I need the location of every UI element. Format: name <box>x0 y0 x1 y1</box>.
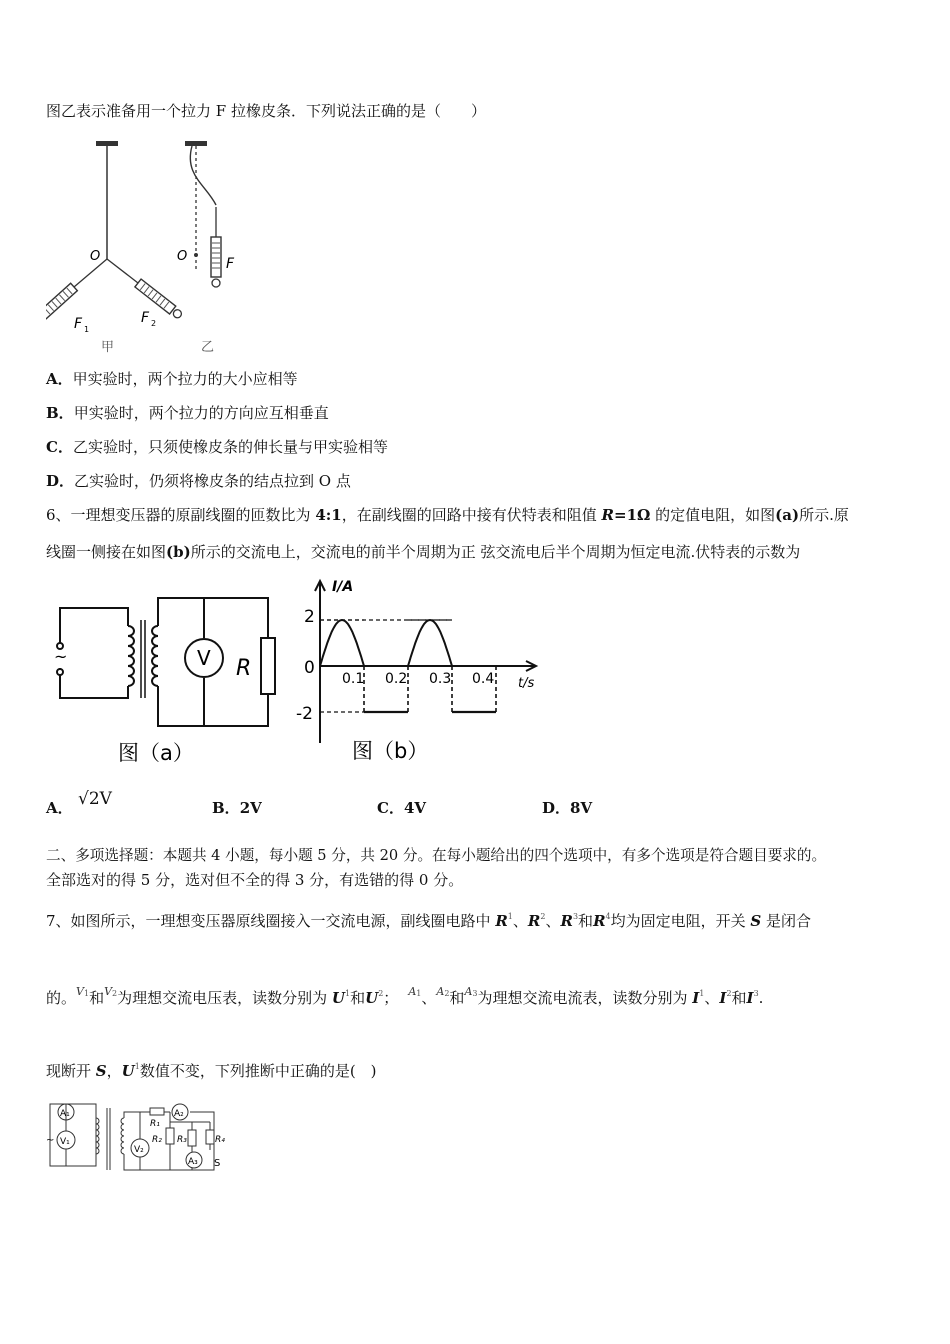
q6-resistor-label: R <box>236 656 252 681</box>
option-text: 2V <box>239 799 262 817</box>
q5-label-o1: O <box>90 249 101 264</box>
sep: 、 <box>704 989 720 1007</box>
sub: 2 <box>726 989 732 998</box>
i-symbol: I <box>692 989 700 1007</box>
r-symbol: R <box>495 912 508 930</box>
period: . <box>758 989 764 1007</box>
text: 为理想交流电流表，读数分别为 <box>477 989 693 1007</box>
y-axis-label: I/A <box>332 579 354 595</box>
sub: 1 <box>134 1062 140 1071</box>
r-symbol: R <box>593 912 606 930</box>
q7-label-v1: V₁ <box>60 1137 70 1147</box>
section2-line1: 二、多项选择题：本题共 4 小题，每小题 5 分，共 20 分。在每小题给出的四个选项中，有多个选项是符合题目要求的。 <box>46 847 827 864</box>
q6-figure-a <box>46 590 286 770</box>
text: 线圈一侧接在如图 <box>46 543 167 561</box>
q7-figure <box>44 1098 244 1180</box>
q7-label-v2: V₂ <box>134 1145 144 1155</box>
option-text: 甲实验时，两个拉力的大小应相等 <box>72 370 298 388</box>
y-tick-0: 0 <box>304 658 315 678</box>
u-symbol: U <box>121 1062 135 1080</box>
u-symbol: U <box>365 989 379 1007</box>
option-letter: C． <box>46 438 73 456</box>
q6-option-d <box>542 798 592 818</box>
option-letter: B． <box>212 799 240 817</box>
text: ，在副线圈的回路中接有伏特表和阻值 <box>341 506 602 524</box>
q5-label-f: F <box>226 256 235 272</box>
sub: 2 <box>112 989 118 998</box>
a-symbol: A <box>436 985 445 998</box>
sep: 、 <box>421 989 437 1007</box>
option-letter: A． <box>46 370 73 388</box>
q7-label-r3: R₃ <box>177 1135 187 1145</box>
q6-caption-a: 图（a） <box>118 741 194 765</box>
section2-line2: 全部选对的得 5 分，选对但不全的得 3 分，有选错的得 0 分。 <box>46 871 464 889</box>
text: 的。 <box>46 989 77 1007</box>
u-symbol: U <box>331 989 345 1007</box>
q7-label-a2: A₂ <box>174 1109 184 1119</box>
q6-stem-line2 <box>46 542 800 562</box>
sub: 2 <box>378 989 384 998</box>
text: 数值不变，下列推断中正确的是( ) <box>139 1062 377 1080</box>
sub: 1 <box>83 989 90 998</box>
and: 和 <box>89 989 105 1007</box>
r-symbol: R <box>560 912 573 930</box>
text: 所示.原 <box>799 506 849 524</box>
y-tick-neg2: -2 <box>296 704 313 724</box>
v-symbol: V <box>76 985 84 998</box>
option-letter: C． <box>377 799 404 817</box>
a-symbol: A <box>464 985 473 998</box>
q6-option-c <box>377 798 426 818</box>
q5-label-f2: F <box>141 310 150 326</box>
q7-label-r4: R₄ <box>215 1135 225 1145</box>
sine-segment-1 <box>320 620 364 666</box>
option-letter: B． <box>46 404 74 422</box>
option-text: 甲实验时，两个拉力的方向应互相垂直 <box>73 404 329 422</box>
q7-source-symbol: ~ <box>46 1135 55 1146</box>
sep: 、 <box>545 912 561 930</box>
q6-caption-b: 图（b） <box>352 739 429 763</box>
q5-label-jia: 甲 <box>101 340 115 355</box>
q6-stem-line1 <box>46 505 849 525</box>
a-symbol: A <box>408 985 417 998</box>
r-symbol: R <box>527 912 541 930</box>
q6-option-b <box>212 798 262 818</box>
sub: 3 <box>753 989 759 998</box>
sub: 1 <box>699 989 705 998</box>
q7-label-a1: A₁ <box>60 1109 70 1119</box>
s-symbol: S <box>95 1062 107 1080</box>
text: 所示的交流电上，交流电的前半个周期为正 弦交流电后半个周期为恒定电流.伏特表的示数为 <box>190 543 801 561</box>
q6-figure-b <box>290 575 550 775</box>
fig-ref: (a) <box>775 506 800 524</box>
option-text: 8V <box>570 799 593 817</box>
q5-label-yi: 乙 <box>201 340 215 355</box>
text: 现断开 <box>46 1062 96 1080</box>
option-letter: D． <box>46 472 75 490</box>
and: 和 <box>731 989 747 1007</box>
sub: 3 <box>572 912 579 921</box>
q7-label-a3: A₃ <box>188 1157 198 1167</box>
y-tick-2: 2 <box>304 607 315 627</box>
sine-segment-3 <box>408 620 452 666</box>
q7-label-s: S <box>214 1158 221 1169</box>
ratio: 4:1 <box>315 506 342 524</box>
q5-figure <box>46 135 266 360</box>
q7-stem-line3 <box>46 1057 377 1081</box>
sep: 、 <box>512 912 528 930</box>
sub: 1 <box>507 912 513 921</box>
q6-option-a-letter: A． <box>46 799 73 817</box>
i-symbol: I <box>746 989 754 1007</box>
and: 和 <box>350 989 366 1007</box>
q5-label-f1-sub: 1 <box>84 325 90 334</box>
q6-option-a-text: √2V <box>78 789 112 809</box>
s-symbol: S <box>750 912 762 930</box>
q6-meter-label: V <box>197 646 211 670</box>
text: 的定值电阻，如图 <box>650 506 776 524</box>
q7-stem-line2 <box>46 982 763 1008</box>
semi: ； <box>383 989 399 1007</box>
r-value: =1Ω <box>614 506 651 524</box>
q5-label-f2-sub: 2 <box>151 319 157 328</box>
text: 7、如图所示，一理想变压器原线圈接入一交流电源，副线圈电路中 <box>46 912 496 930</box>
i-symbol: I <box>719 989 727 1007</box>
x-tick-0.1: 0.1 <box>342 671 365 687</box>
x-axis-label: t/s <box>518 676 535 691</box>
text: 是闭合 <box>761 912 812 930</box>
option-text: 乙实验时，只须使橡皮条的伸长量与甲实验相等 <box>72 438 388 456</box>
text: 均为固定电阻，开关 <box>610 912 751 930</box>
q7-stem-line1 <box>46 907 811 931</box>
option-text: 乙实验时，仍须将橡皮条的结点拉到 O 点 <box>74 472 351 490</box>
option-text: 4V <box>403 799 427 817</box>
and: 和 <box>578 912 594 930</box>
q5-option-c <box>46 437 388 457</box>
q5-option-b <box>46 403 329 423</box>
sub: 2 <box>540 912 546 921</box>
comma: ， <box>106 1062 122 1080</box>
q7-label-r1: R₁ <box>150 1119 160 1129</box>
q5-stem: 图乙表示准备用一个拉力 F 拉橡皮条．下列说法正确的是（ ） <box>46 102 486 120</box>
option-letter: D． <box>542 799 571 817</box>
x-tick-0.4: 0.4 <box>472 671 495 687</box>
sub: 1 <box>345 989 351 998</box>
q5-option-a <box>46 369 298 389</box>
q5-label-o2: O <box>177 249 188 264</box>
text: 为理想交流电压表，读数分别为 <box>117 989 332 1007</box>
fig-ref: (b) <box>166 543 191 561</box>
q5-option-d <box>46 471 351 491</box>
and: 和 <box>449 989 465 1007</box>
q6-source-symbol: ~ <box>54 647 68 666</box>
r-symbol: R <box>601 506 614 524</box>
q7-label-r2: R₂ <box>152 1135 162 1145</box>
text: 6、一理想变压器的原副线圈的匝数比为 <box>46 506 316 524</box>
v-symbol: V <box>104 985 113 998</box>
x-tick-0.3: 0.3 <box>429 671 452 687</box>
sub: 3 <box>472 989 478 998</box>
x-tick-0.2: 0.2 <box>385 671 408 687</box>
sub: 1 <box>416 989 422 998</box>
q5-label-f1: F <box>74 316 83 332</box>
sub: 4 <box>605 912 611 921</box>
sub: 2 <box>444 989 450 998</box>
